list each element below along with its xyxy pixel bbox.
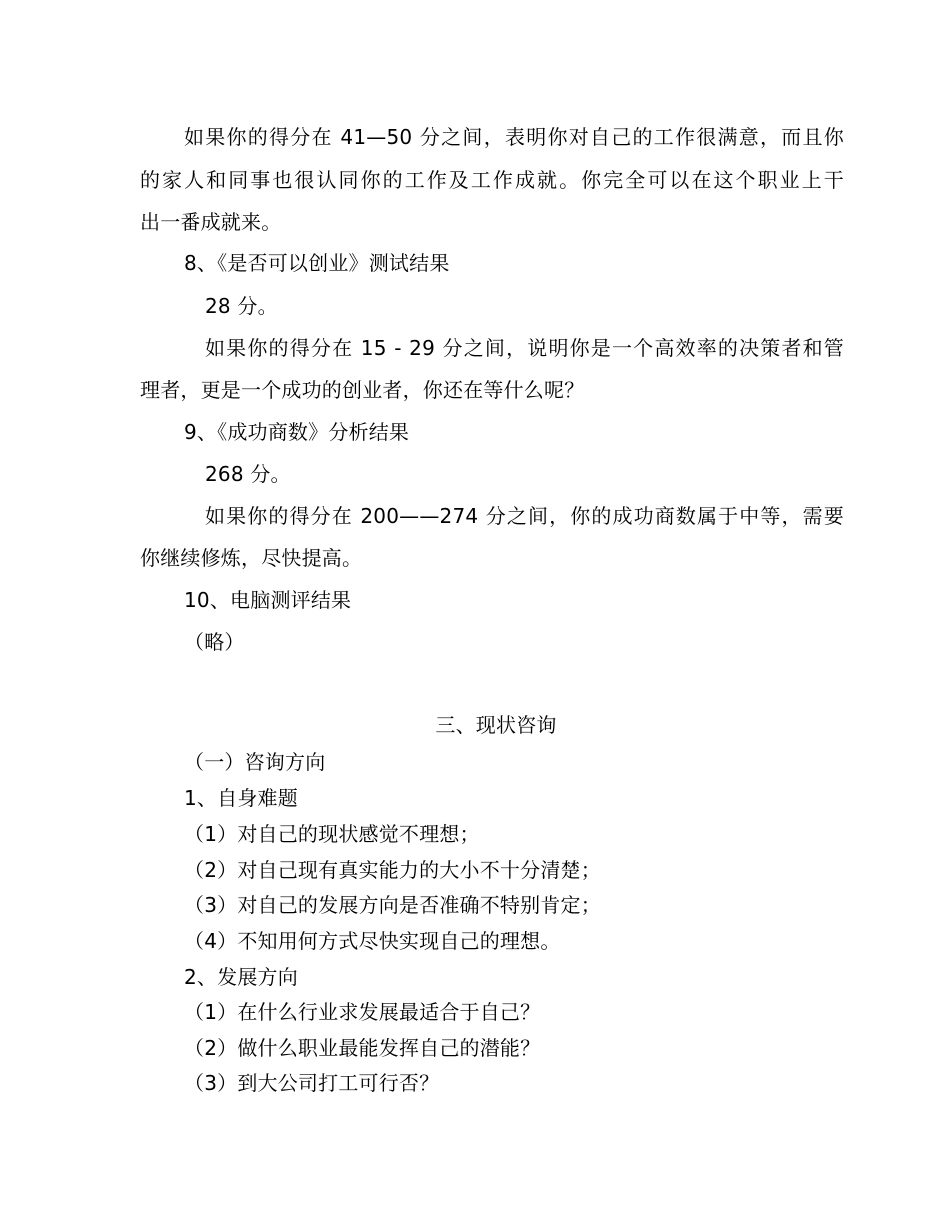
part-heading-2: 2、发展方向 [184,965,298,989]
list-item: （3）对自己的发展方向是否准确不特别肯定； [184,893,601,917]
section-heading-9: 9、《成功商数》分析结果 [184,420,410,444]
paragraph-line: 理者，更是一个成功的创业者，你还在等什么呢？ [140,378,585,402]
paragraph-line: 如果你的得分在 41—50 分之间，表明你对自己的工作很满意，而且你 [184,125,844,149]
paragraph-line: 出一番成就来。 [140,210,282,234]
list-item: （1）对自己的现状感觉不理想； [184,822,480,846]
list-item: （3）到大公司打工可行否？ [184,1071,440,1095]
score-text-9: 268 分。 [205,462,291,486]
paragraph-line: 的家人和同事也很认同你的工作及工作成就。你完全可以在这个职业上干 [140,168,844,192]
paragraph-line: 如果你的得分在 200——274 分之间，你的成功商数属于中等，需要 [205,504,844,528]
section-heading-8: 8、《是否可以创业》测试结果 [184,251,450,275]
list-item: （1）在什么行业求发展最适合于自己？ [184,1000,541,1024]
part-heading-1: 1、自身难题 [184,786,298,810]
section-heading-10: 10、电脑测评结果 [184,588,352,612]
list-item: （2）做什么职业最能发挥自己的潜能？ [184,1036,541,1060]
subsection-heading: （一）咨询方向 [184,750,326,774]
paragraph-line: 如果你的得分在 15 - 29 分之间，说明你是一个高效率的决策者和管 [205,336,844,360]
chapter-title: 三、现状咨询 [435,713,557,737]
list-item: （4）不知用何方式尽快实现自己的理想。 [184,929,561,953]
omitted-note: （略） [184,630,245,654]
list-item: （2）对自己现有真实能力的大小不十分清楚； [184,858,601,882]
score-text-8: 28 分。 [205,294,278,318]
paragraph-line: 你继续修炼，尽快提高。 [140,546,363,570]
